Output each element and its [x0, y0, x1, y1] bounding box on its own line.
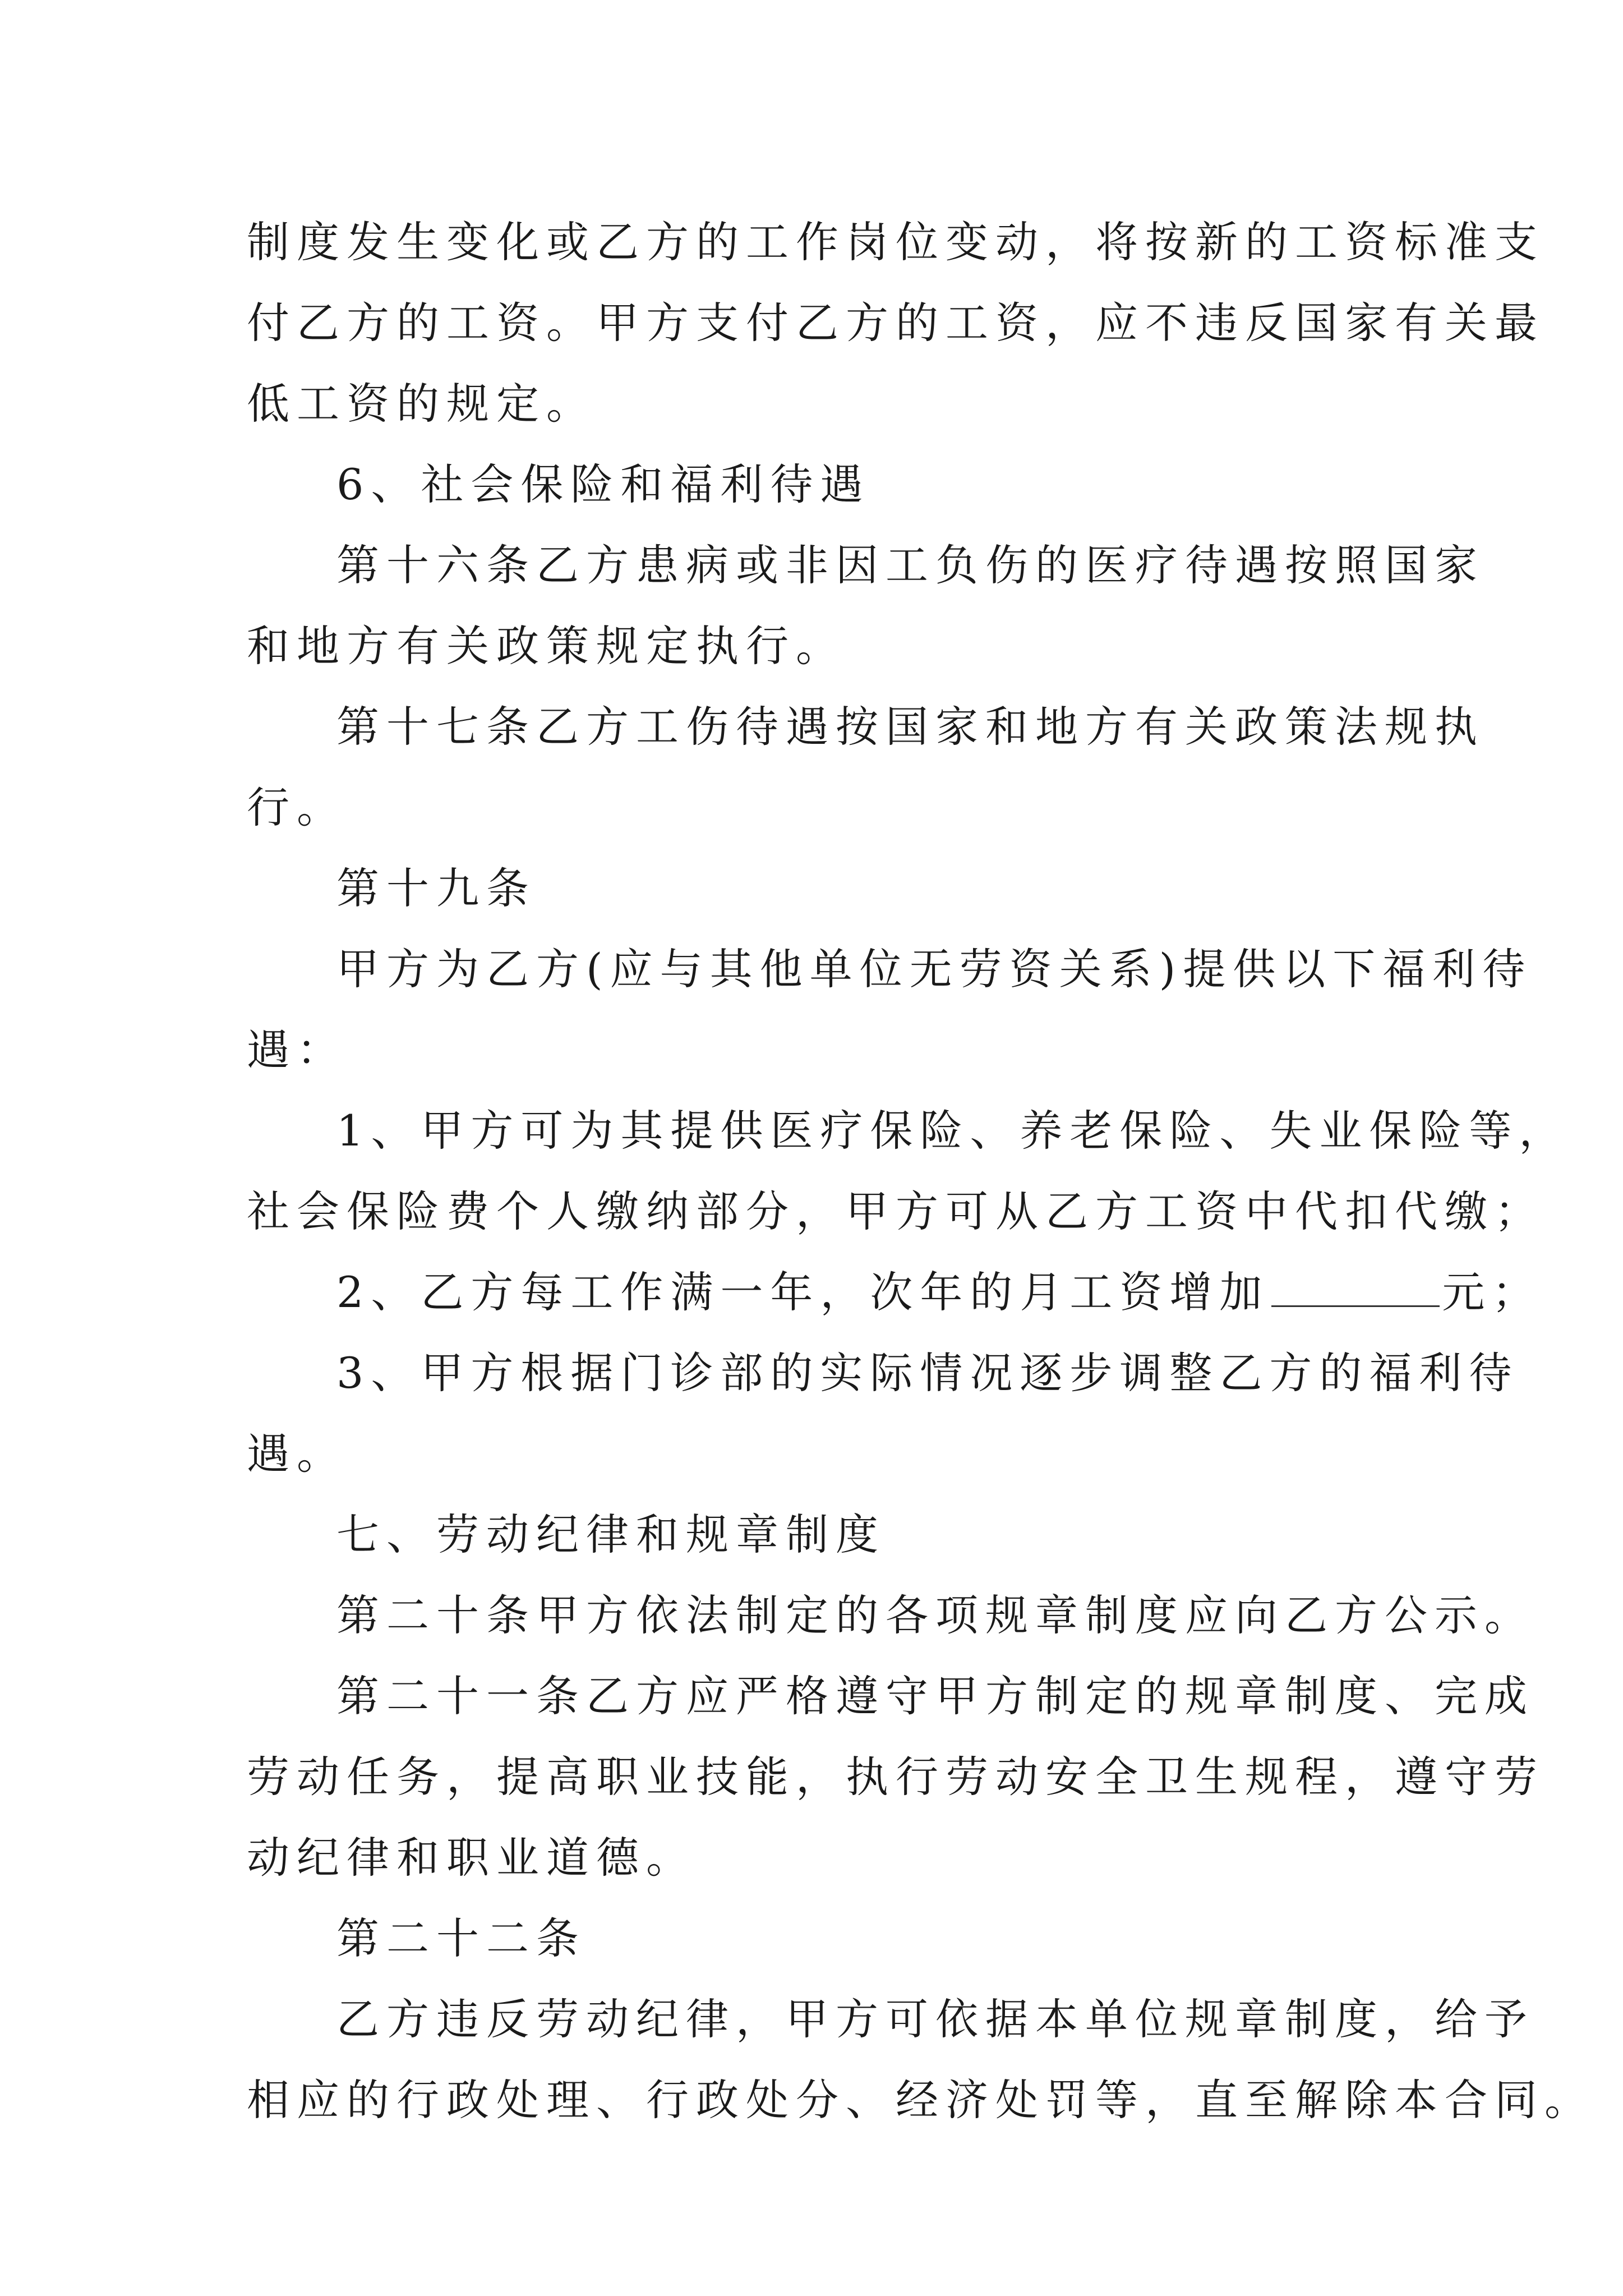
article-heading: 第二十二条 — [336, 1913, 586, 1963]
text-line: 第二十条甲方依法制定的各项规章制度应向乙方公示。 — [336, 1590, 1534, 1640]
section-heading: 6、社会保险和福利待遇 — [336, 459, 870, 509]
text-line: 甲方为乙方(应与其他单位无劳资关系)提供以下福利待 — [336, 944, 1533, 994]
text-segment: 2、乙方每工作满一年，次年的月工资增加 — [336, 1267, 1270, 1317]
text-line: 乙方违反劳动纪律，甲方可依据本单位规章制度，给予 — [336, 1994, 1534, 2044]
text-line: 1、甲方可为其提供医疗保险、养老保险、失业保险等， — [336, 1106, 1569, 1156]
text-line: 第十六条乙方患病或非因工负伤的医疗待遇按照国家 — [336, 540, 1484, 590]
text-line: 第二十一条乙方应严格遵守甲方制定的规章制度、完成 — [336, 1671, 1534, 1721]
text-line: 第十七条乙方工伤待遇按国家和地方有关政策法规执 — [336, 702, 1484, 752]
text-line-with-blank — [247, 1252, 1542, 1333]
article-heading: 第十九条 — [336, 863, 536, 913]
document-body — [247, 202, 1594, 2141]
text-line: 遇。 — [247, 1429, 347, 1479]
text-line: 低工资的规定。 — [247, 379, 596, 429]
section-heading: 七、劳动纪律和规章制度 — [336, 1510, 886, 1559]
text-line: 遇： — [247, 1025, 347, 1075]
fill-in-blank — [1271, 1272, 1440, 1307]
text-line: 相应的行政处理、行政处分、经济处罚等，直至解除本合同。 — [247, 2075, 1594, 2125]
text-line: 付乙方的工资。甲方支付乙方的工资，应不违反国家有关最 — [247, 298, 1544, 348]
text-line: 动纪律和职业道德。 — [247, 1833, 696, 1883]
text-segment: 元； — [1442, 1267, 1542, 1317]
text-line: 制度发生变化或乙方的工作岗位变动，将按新的工资标准支 — [247, 217, 1544, 267]
text-line: 和地方有关政策规定执行。 — [247, 621, 846, 671]
text-line: 劳动任务，提高职业技能，执行劳动安全卫生规程，遵守劳 — [247, 1752, 1544, 1802]
text-line: 行。 — [247, 783, 347, 832]
text-line: 3、甲方根据门诊部的实际情况逐步调整乙方的福利待 — [336, 1348, 1519, 1398]
text-line: 社会保险费个人缴纳部分，甲方可从乙方工资中代扣代缴； — [247, 1186, 1544, 1236]
